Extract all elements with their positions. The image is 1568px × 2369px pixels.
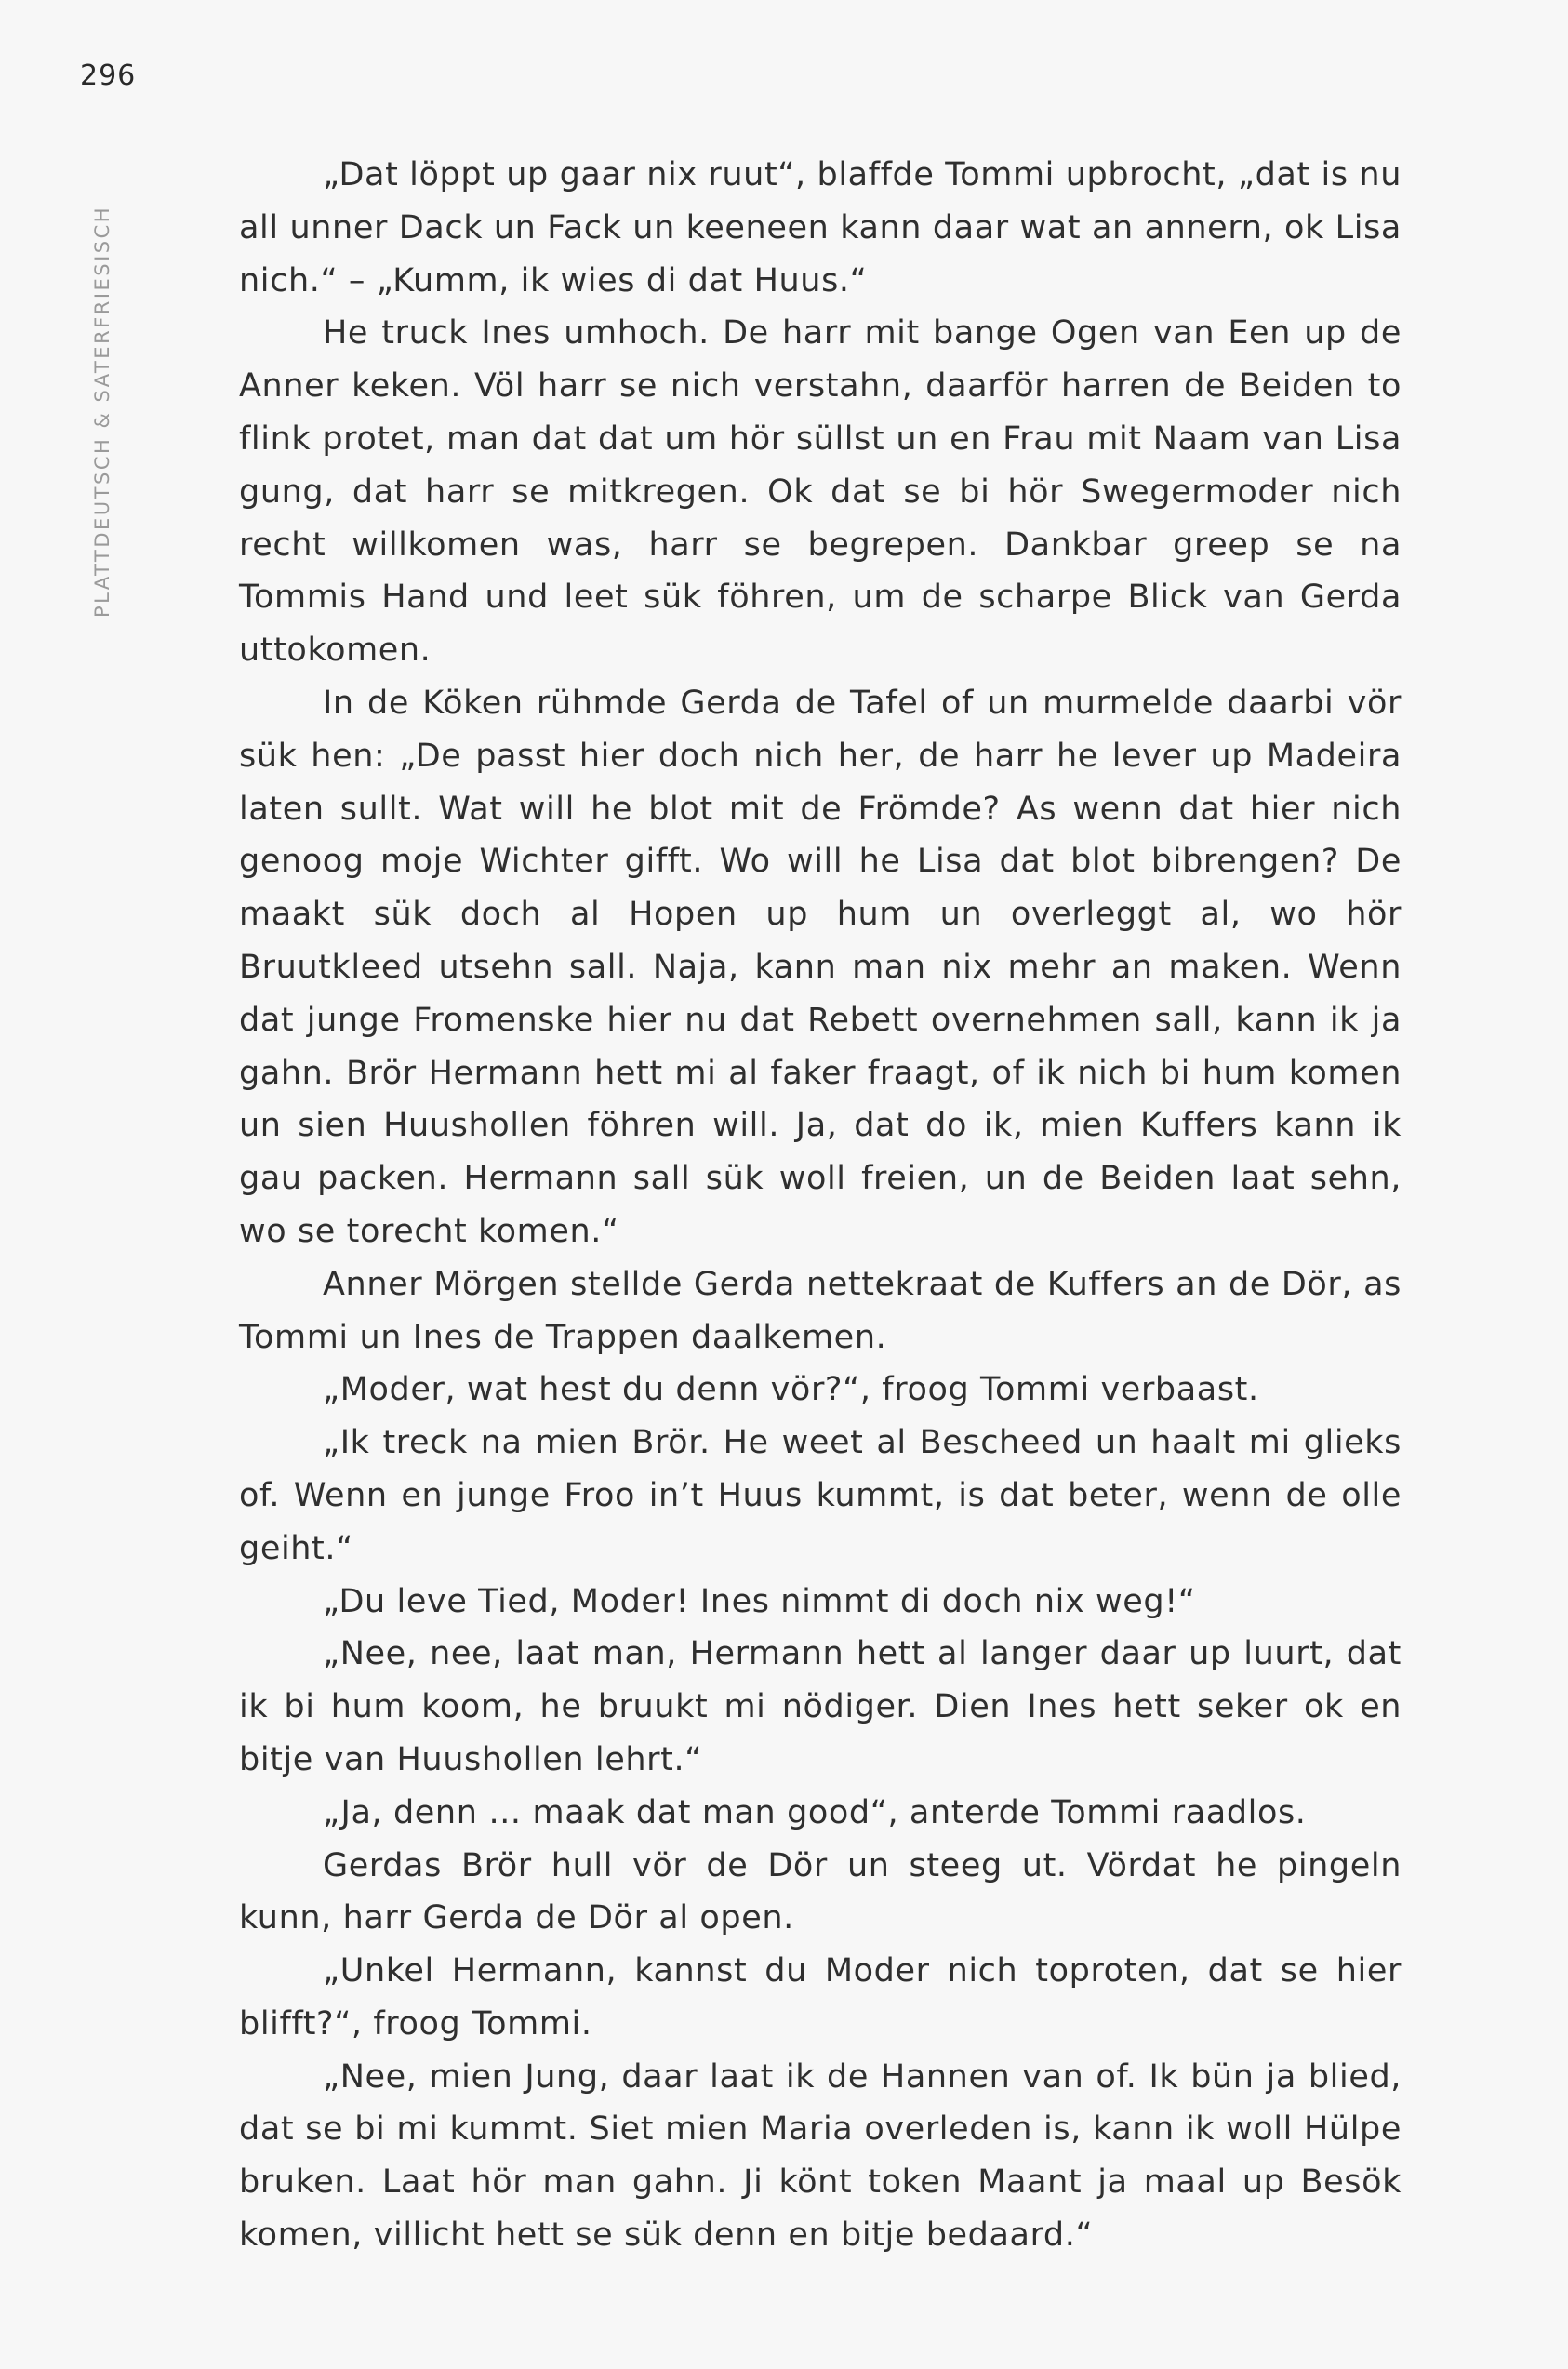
paragraph: „Dat löppt up gaar nix ruut“, blaffde Tommi upbrocht, „dat is nu all unner Dack un Fack un keeneen kann daar wat an annern, ok Lisa nich.“ – „Kumm, ik wies di dat Huus.“ bbox=[239, 156, 1402, 299]
paragraph: „Unkel Hermann, kannst du Moder nich toproten, dat se hier blifft?“, froog Tommi. bbox=[239, 1952, 1402, 2043]
paragraph: „Moder, wat hest du denn vör?“, froog Tommi verbaast. bbox=[323, 1371, 1259, 1409]
paragraph: In de Köken rühmde Gerda de Tafel of un murmelde daarbi vör sük hen: „De passt hier doch nich her, de harr he lever up Madeira laten sullt. Wat will he blot mit de Frömde? As wenn dat hier nich genoog moje Wichter gifft. Wo will he Lisa dat blot bibrengen? De maakt sük doch al Hopen up hum un overleggt al, wo hör Bruutkleed utsehn sall. Naja, kann man nix mehr an maken. Wenn dat junge Fromenske hier nu dat Rebett overnehmen sall, kann ik ja gahn. Brör Hermann hett mi al faker fraagt, of ik nich bi hum komen un sien Huushollen föhren will. Ja, dat do ik, mien Kuffers kann ik gau packen. Hermann sall sük woll freien, un de Beiden laat sehn, wo se torecht komen.“ bbox=[239, 684, 1402, 1250]
body-text bbox=[239, 149, 1402, 2262]
paragraph: Gerdas Brör hull vör de Dör un steeg ut. Vördat he pingeln kunn, harr Gerda de Dör al open. bbox=[239, 1846, 1402, 1937]
paragraph: „Nee, mien Jung, daar laat ik de Hannen van of. Ik bün ja blied, dat se bi mi kummt. Siet mien Maria overleden is, kann ik woll Hülpe bruken. Laat hör man gahn. Ji könt token Maant ja maal up Besök komen, villicht hett se sük denn en bitje bedaard.“ bbox=[239, 2057, 1402, 2255]
paragraph: „Ik treck na mien Brör. He weet al Bescheed un haalt mi glieks of. Wenn en junge Froo in’t Huus kummt, is dat beter, wenn de olle geiht.“ bbox=[239, 1424, 1402, 1567]
paragraph: Anner Mörgen stellde Gerda nettekraat de Kuffers an de Dör, as Tommi un Ines de Trappen daalkemen. bbox=[239, 1265, 1402, 1356]
paragraph: He truck Ines umhoch. De harr mit bange Ogen van Een up de Anner keken. Völ harr se nich verstahn, daarför harren de Beiden to flink protet, man dat dat um hör süllst un en Frau mit Naam van Lisa gung, dat harr se mitkregen. Ok dat se bi hör Swegermoder nich recht willkomen was, harr se begrepen. Dankbar greep se na Tommis Hand und leet sük föhren, um de scharpe Blick van Gerda uttokomen. bbox=[239, 314, 1402, 670]
paragraph: „Du leve Tied, Moder! Ines nimmt di doch nix weg!“ bbox=[323, 1582, 1196, 1620]
paragraph: „Ja, denn … maak dat man good“, anterde Tommi raadlos. bbox=[323, 1793, 1307, 1831]
paragraph: „Nee, nee, laat man, Hermann hett al langer daar up luurt, dat ik bi hum koom, he bruukt mi nödiger. Dien Ines hett seker ok en bitje van Huushollen lehrt.“ bbox=[239, 1635, 1402, 1778]
running-head: PLATTDEUTSCH & SATERFRIESISCH bbox=[91, 205, 113, 618]
page-number: 296 bbox=[80, 60, 137, 92]
